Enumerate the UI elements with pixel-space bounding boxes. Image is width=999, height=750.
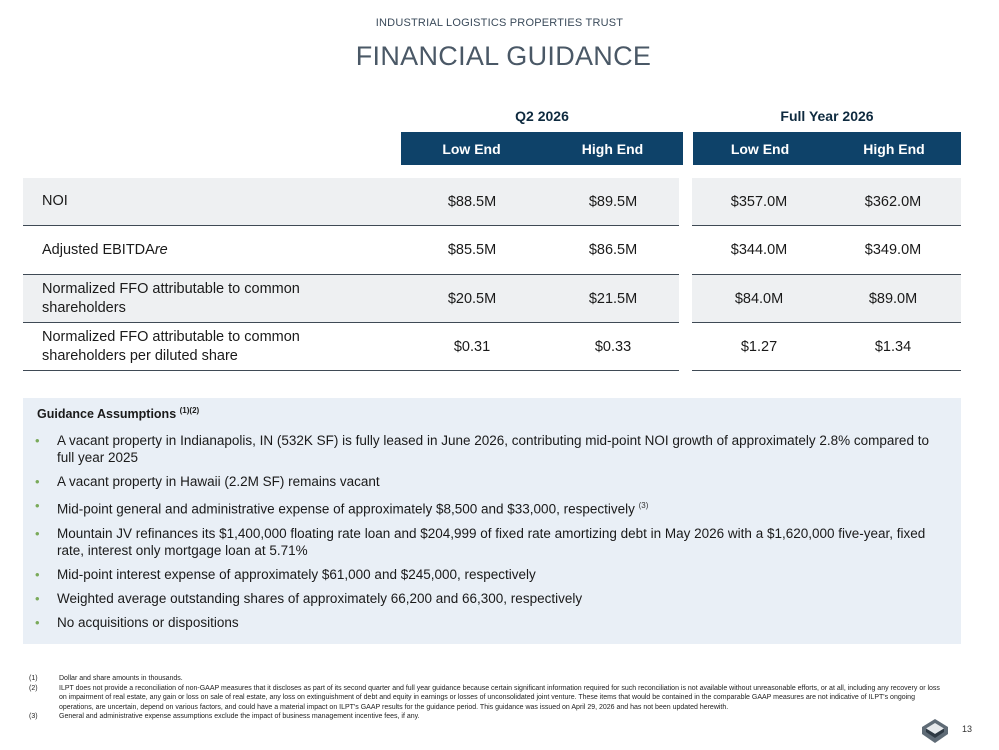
row-label: Normalized FFO attributable to common shareholders	[42, 280, 300, 316]
page-number: 13	[962, 724, 973, 734]
footnote-number: (3)	[29, 713, 38, 721]
list-item: • Weighted average outstanding shares of approximately 66,200 and 66,300, respectively	[35, 590, 945, 607]
guidance-table	[23, 178, 961, 371]
footnote-text: General and administrative expense assumptions exclude the impact of business management incentive fees, if any.	[59, 713, 420, 721]
footnote	[29, 684, 949, 713]
q2-low-value: $0.31	[453, 338, 491, 355]
q2-high-value: $0.33	[594, 338, 632, 355]
table-row	[23, 226, 961, 275]
row-label	[42, 226, 362, 274]
footnote	[29, 674, 949, 684]
assumptions-title-text: Guidance Assumptions	[37, 407, 177, 422]
assumptions-title-refs: (1)(2)	[179, 406, 200, 415]
fy-high-value: $362.0M	[864, 193, 922, 210]
period-fy-heading: Full Year 2026	[780, 108, 874, 124]
footnotes	[29, 674, 949, 722]
fy-high-value: $349.0M	[864, 242, 922, 258]
footnote-text: Dollar and share amounts in thousands.	[59, 675, 183, 682]
list-item: • A vacant property in Indianapolis, IN (532K SF) is fully leased in June 2026, contributing mid-point NOI growth of approximately 2.8% compared to full year 2025	[35, 432, 945, 466]
fy-low-value: $357.0M	[730, 193, 788, 210]
list-item-text: Mid-point general and administrative expense of approximately $8,500 and $33,000, respectively	[57, 501, 635, 517]
table-row	[23, 178, 961, 226]
list-item: • Mountain JV refinances its $1,400,000 floating rate loan and $204,999 of fixed rate amortizing debt in May 2026 with a $1,620,000 five-year, fixed rate, interest only mortgage loan at 5.71%	[35, 525, 945, 559]
list-item: • No acquisitions or dispositions	[35, 614, 945, 631]
fy-high-value: $1.34	[874, 338, 912, 355]
footnote-ref: (3)	[638, 501, 649, 510]
fy-high-end-header: High End	[863, 140, 925, 157]
q2-low-value: $85.5M	[447, 242, 497, 258]
fy-low-value: $1.27	[740, 338, 778, 355]
footnote	[29, 712, 949, 722]
list-item: • Mid-point interest expense of approximately $61,000 and $245,000, respectively	[35, 566, 945, 583]
assumptions-title	[37, 406, 199, 421]
fy-header-bar	[693, 132, 961, 165]
q2-low-value: $88.5M	[447, 193, 497, 210]
column-gap	[679, 177, 692, 226]
q2-low-end-header: Low End	[442, 140, 501, 157]
guidance-assumptions-panel	[23, 398, 961, 644]
list-item	[35, 497, 945, 518]
table-row	[23, 323, 961, 371]
row-label: Normalized FFO attributable to common shareholders per diluted share	[42, 328, 300, 364]
period-q2-heading: Q2 2026	[515, 108, 569, 124]
footnote-number: (2)	[29, 684, 38, 692]
column-gap	[679, 225, 692, 275]
column-gap	[679, 322, 692, 371]
page-title: FINANCIAL GUIDANCE	[355, 41, 652, 71]
q2-high-value: $86.5M	[588, 242, 638, 258]
table-row	[23, 275, 961, 323]
q2-high-end-header: High End	[581, 140, 644, 157]
company-name: INDUSTRIAL LOGISTICS PROPERTIES TRUST	[375, 17, 624, 29]
column-gap	[679, 274, 692, 323]
assumptions-list	[35, 432, 945, 638]
q2-high-value: $89.5M	[588, 193, 638, 210]
ilpt-logo-icon	[921, 717, 949, 745]
fy-low-value: $84.0M	[734, 290, 784, 307]
q2-low-value: $20.5M	[447, 290, 497, 307]
row-label-suffix: re	[154, 241, 168, 258]
list-item: • A vacant property in Hawaii (2.2M SF) remains vacant	[35, 473, 945, 490]
footnote-text: ILPT does not provide a reconciliation of non-GAAP measures that it discloses as part of its second quarter and full year guidance because certain significant information required for such reconciliation is not available without unreasonable efforts, or at all, including any recovery or loss on impairment of real estate, any gain or loss on sale of real estate, any loss on extinguishment of debt and equity in earnings or losses of unconsolidated joint venture. These items that would be contained in the comparable GAAP measures are not indicative of ILPT's ongoing operations, are uncertain, depend on various factors, and could have a material impact on ILPT's GAAP results for the guidance period. This guidance was issued on April 29, 2026 and has not been updated herewith.	[59, 684, 940, 711]
q2-high-value: $21.5M	[588, 290, 638, 307]
row-label-text: Adjusted EBITDA	[42, 241, 155, 258]
fy-low-value: $344.0M	[730, 242, 788, 258]
fy-high-value: $89.0M	[868, 290, 918, 307]
fy-low-end-header: Low End	[730, 140, 790, 157]
row-label: NOI	[42, 193, 68, 209]
q2-header-bar	[401, 132, 683, 165]
footnote-number: (1)	[29, 675, 38, 682]
